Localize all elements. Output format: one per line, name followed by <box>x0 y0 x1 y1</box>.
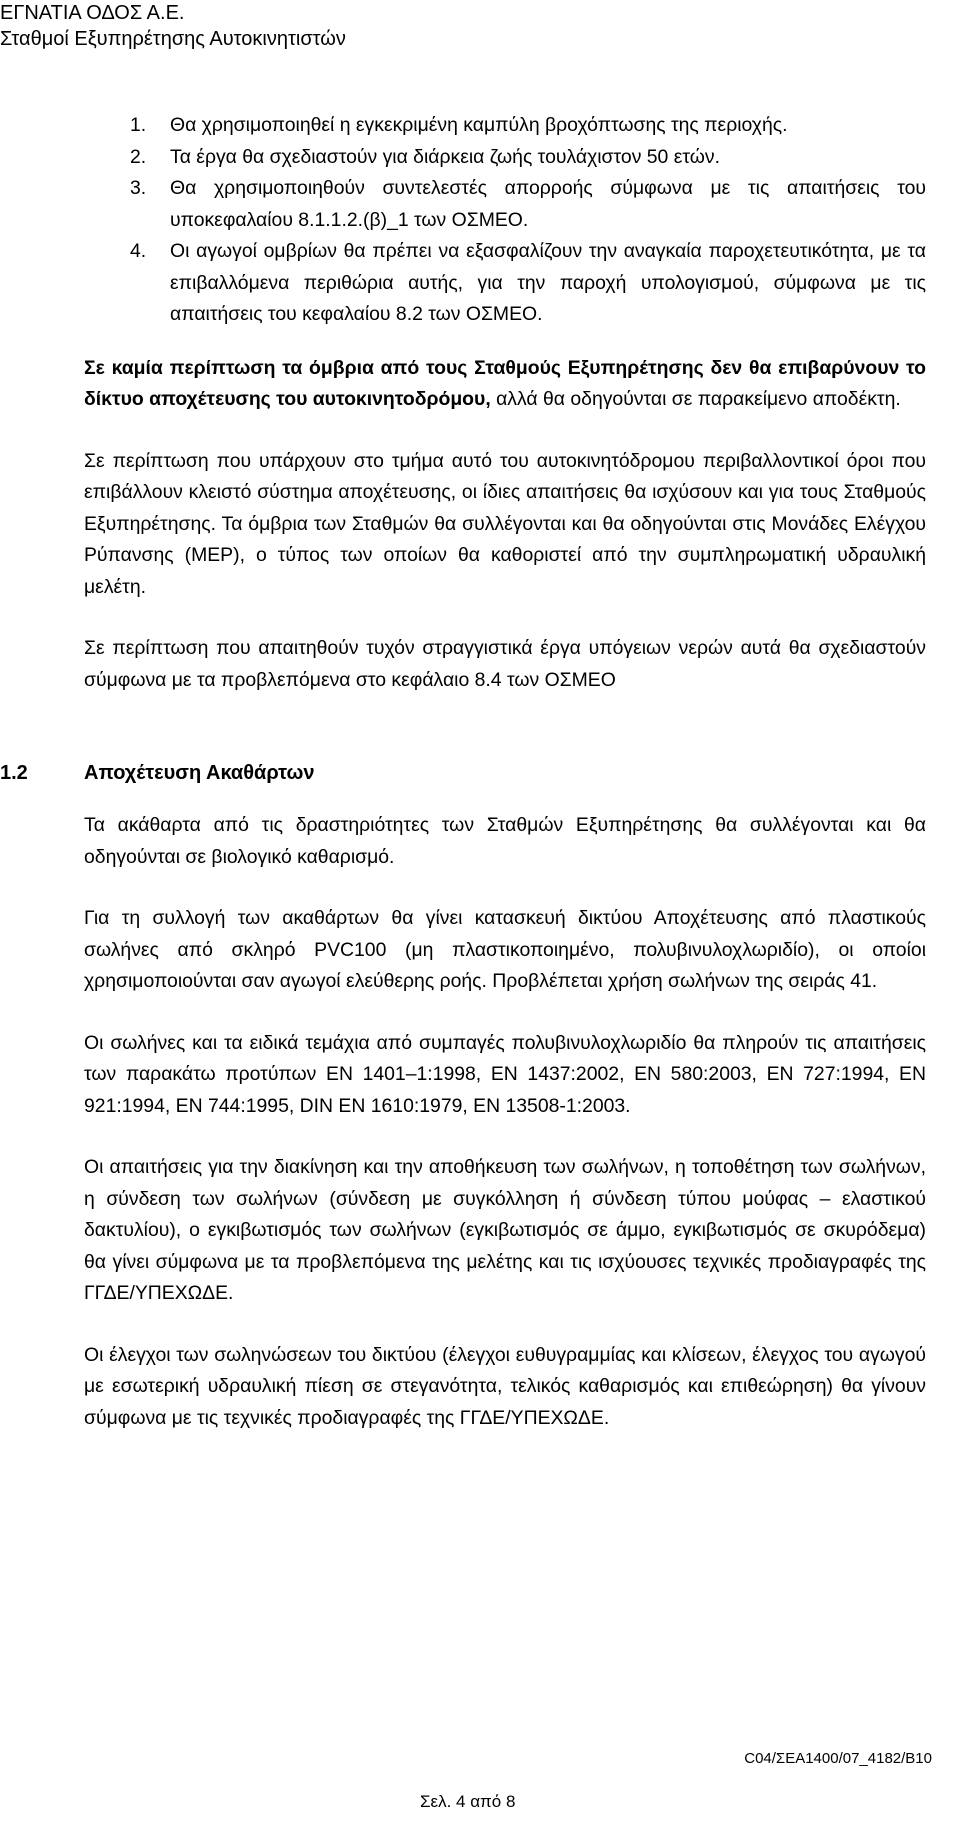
environment-paragraph: Σε περίπτωση που υπάρχουν στο τμήμα αυτό του αυτοκινητόδρομου περιβαλλοντικοί όροι που επιβάλλουν κλειστό σύστημα αποχέτευσης, οι ίδιες απαιτήσεις θα ισχύσουν και για τους Σταθμούς Εξυπηρέτησης. Τα όμβρια των Σταθμών θα συλλέγονται και θα οδηγούνται στις Μονάδες Ελέγχου Ρύπανσης (ΜΕΡ), ο τύπος των οποίων θα καθοριστεί από την συμπληρωματική υδραυλική μελέτη. <box>84 449 926 598</box>
list-item <box>130 173 926 236</box>
section-number: 1.2 <box>0 762 28 784</box>
list-item-text: Θα χρησιμοποιηθεί η εγκεκριμένη καμπύλη βροχόπτωσης της περιοχής. <box>170 114 788 136</box>
list-item-number: 4. <box>130 240 147 262</box>
document-header <box>0 0 346 52</box>
list-item-number: 1. <box>130 114 147 136</box>
section-paragraph: Για τη συλλογή των ακαθάρτων θα γίνει κατασκευή δικτύου Αποχέτευσης από πλαστικούς σωλήνες από σκληρό PVC100 (μη πλαστικοποιημένο, πολυβινυλοχλωριδίο), οι οποίοι χρησιμοποιούνται σαν αγωγοί ελεύθερης ροής. Προβλέπεται χρήση σωλήνων της σειράς 41. <box>84 907 926 992</box>
document-subtitle: Σταθμοί Εξυπηρέτησης Αυτοκινητιστών <box>0 28 346 50</box>
list-item-text: Τα έργα θα σχεδιαστούν για διάρκεια ζωής τουλάχιστον 50 ετών. <box>170 145 720 168</box>
list-item-number: 2. <box>130 145 147 168</box>
section-title: Αποχέτευση Ακαθάρτων <box>84 762 315 784</box>
storm-water-normal-text: αλλά θα οδηγούνται σε παρακείμενο αποδέκτη. <box>490 388 901 410</box>
list-item <box>130 110 926 142</box>
company-name: ΕΓΝΑΤΙΑ ΟΔΟΣ Α.Ε. <box>0 2 185 24</box>
section-paragraph: Οι σωλήνες και τα ειδικά τεμάχια από συμπαγές πολυβινυλοχλωριδίο θα πληρούν τις απαιτήσεις των παρακάτω προτύπων ΕΝ 1401–1:1998, ΕΝ 1437:2002, ΕΝ 580:2003, ΕΝ 727:1994, ΕΝ 921:1994, ΕΝ 744:1995, DIN EN 1610:1979, ΕΝ 13508-1:2003. <box>84 1031 926 1117</box>
storm-water-paragraph <box>84 353 926 416</box>
list-item <box>130 142 926 174</box>
page-number: Σελ. 4 από 8 <box>420 1792 516 1811</box>
section-paragraph: Οι απαιτήσεις για την διακίνηση και την αποθήκευση των σωλήνων, η τοποθέτηση των σωλήνων, η σύνδεση των σωλήνων (σύνδεση με συγκόλληση ή σύνδεση τύπου μούφας – ελαστικού δακτυλίου), ο εγκιβωτισμός των σωλήνων (εγκιβωτισμός σε άμμο, εγκιβωτισμός σε σκυρόδεμα) θα γίνει σύμφωνα με τα προβλεπόμενα της μελέτης και τις ισχύουσες τεχνικές προδιαγραφές της ΓΓΔΕ/ΥΠΕΧΩΔΕ. <box>84 1156 926 1304</box>
requirements-list <box>84 110 926 331</box>
section-heading <box>0 758 926 788</box>
list-item-number: 3. <box>130 177 147 199</box>
document-body <box>0 110 926 1434</box>
list-item <box>130 236 926 331</box>
list-item-text: Θα χρησιμοποιηθούν συντελεστές απορροής σύμφωνα με τις απαιτήσεις του υποκεφαλαίου 8.1.1.2.(β)_1 των ΟΣΜΕΟ. <box>170 177 926 231</box>
section-paragraph: Οι έλεγχοι των σωληνώσεων του δικτύου (έλεγχοι ευθυγραμμίας και κλίσεων, έλεγχος του αγωγού με εσωτερική υδραυλική πίεση σε στεγανότητα, τελικός καθαρισμός και επιθεώρηση) θα γίνουν σύμφωνα με τις τεχνικές προδιαγραφές της ΓΓΔΕ/ΥΠΕΧΩΔΕ. <box>84 1343 926 1429</box>
document-code: C04/ΣΕΑ1400/07_4182/B10 <box>744 1750 932 1767</box>
groundwater-paragraph: Σε περίπτωση που απαιτηθούν τυχόν στραγγιστικά έργα υπόγειων νερών αυτά θα σχεδιαστούν σύμφωνα με τα προβλεπόμενα στο κεφάλαιο 8.4 των ΟΣΜΕΟ <box>84 637 926 691</box>
storm-water-bold-text: Σε καμία περίπτωση τα όμβρια από τους Σταθμούς Εξυπηρέτησης δεν θα επιβαρύνουν το δίκτυο αποχέτευσης του αυτοκινητοδρόμου, <box>84 356 926 410</box>
section-paragraph: Τα ακάθαρτα από τις δραστηριότητες των Σταθμών Εξυπηρέτησης θα συλλέγονται και θα οδηγούνται σε βιολογικό καθαρισμό. <box>84 814 926 868</box>
list-item-text: Οι αγωγοί ομβρίων θα πρέπει να εξασφαλίζουν την αναγκαία παροχετευτικότητα, με τα επιβαλλόμενα περιθώρια αυτής, για την παροχή υπολογισμού, σύμφωνα με τις απαιτήσεις του κεφαλαίου 8.2 των ΟΣΜΕΟ. <box>170 240 926 325</box>
